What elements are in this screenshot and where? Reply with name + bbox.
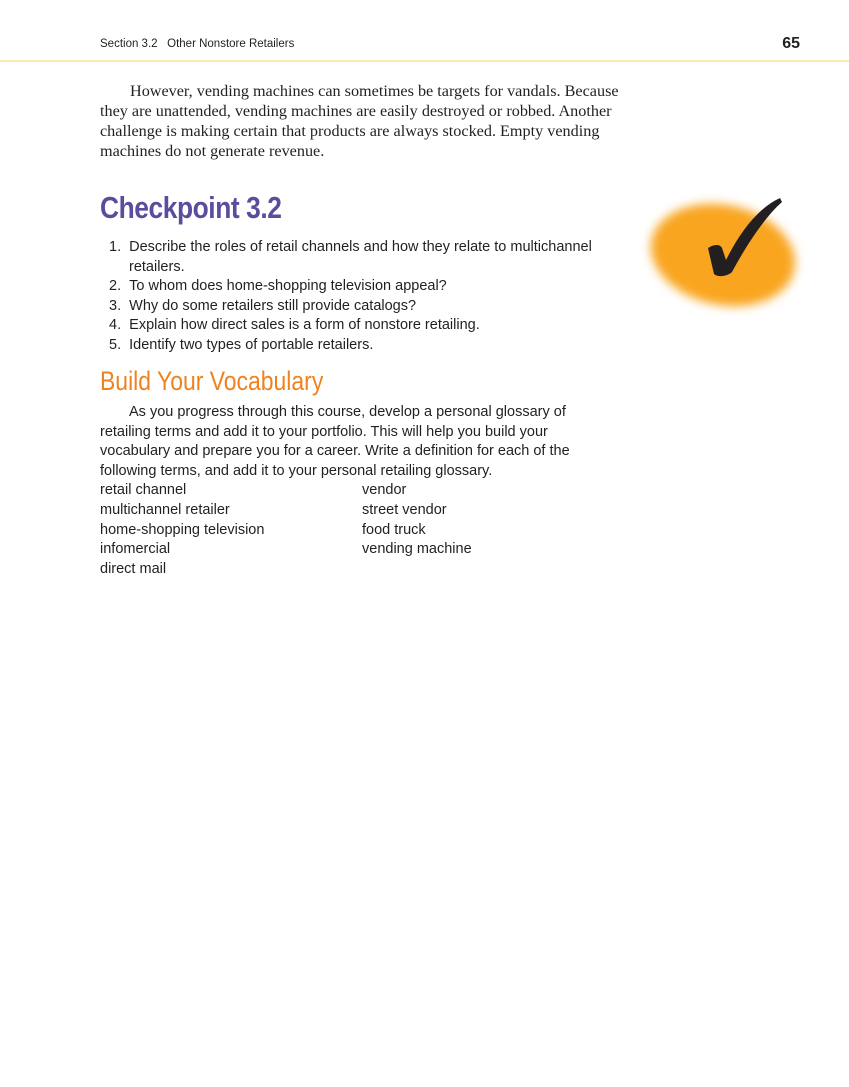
running-header	[100, 38, 294, 50]
body-text	[100, 81, 620, 161]
term: street vendor	[362, 501, 447, 518]
page-number: 65	[782, 35, 800, 52]
paragraph: However, vending machines can sometimes be targets for vandals. Because they are unattended, vending machines are easily destroyed or robbed. Another challenge is making certain that products are always stocked. Empty vending machines do not generate revenue.	[100, 82, 619, 160]
term: multichannel retailer	[100, 501, 230, 518]
term: direct mail	[100, 560, 167, 577]
vocabulary-intro: As you progress through this course, develop a personal glossary of retailing terms and add it to your portfolio. This will help you build your vocabulary and prepare you for a career. Write a definition for each of the following terms, and add it to your personal retailing glossary.	[100, 404, 570, 479]
term-list	[100, 481, 610, 579]
question: 2. To whom does home-shopping television appeal?	[109, 278, 447, 295]
checkmark-icon	[700, 190, 790, 280]
question: 5. Identify two types of portable retailers.	[109, 336, 374, 353]
term: vendor	[362, 482, 407, 499]
checkpoint-title: Checkpoint 3.2	[100, 190, 282, 225]
question: 1. Describe the roles of retail channels and how they relate to multichannel retailers.	[109, 239, 592, 275]
term: food truck	[362, 521, 426, 538]
vocabulary-title: Build Your Vocabulary	[100, 366, 324, 396]
question: 3. Why do some retailers still provide catalogs?	[109, 297, 417, 314]
section-number: Section 3.2	[100, 38, 158, 50]
question: 4. Explain how direct sales is a form of nonstore retailing.	[109, 317, 480, 334]
term: retail channel	[100, 482, 187, 499]
section-title: Other Nonstore Retailers	[167, 38, 295, 50]
term: vending machine	[362, 541, 472, 558]
term: home-shopping television	[100, 521, 265, 538]
header-rule	[0, 60, 849, 62]
checkpoint-questions	[100, 238, 630, 356]
term: infomercial	[100, 541, 171, 558]
vocabulary-section	[100, 403, 610, 579]
